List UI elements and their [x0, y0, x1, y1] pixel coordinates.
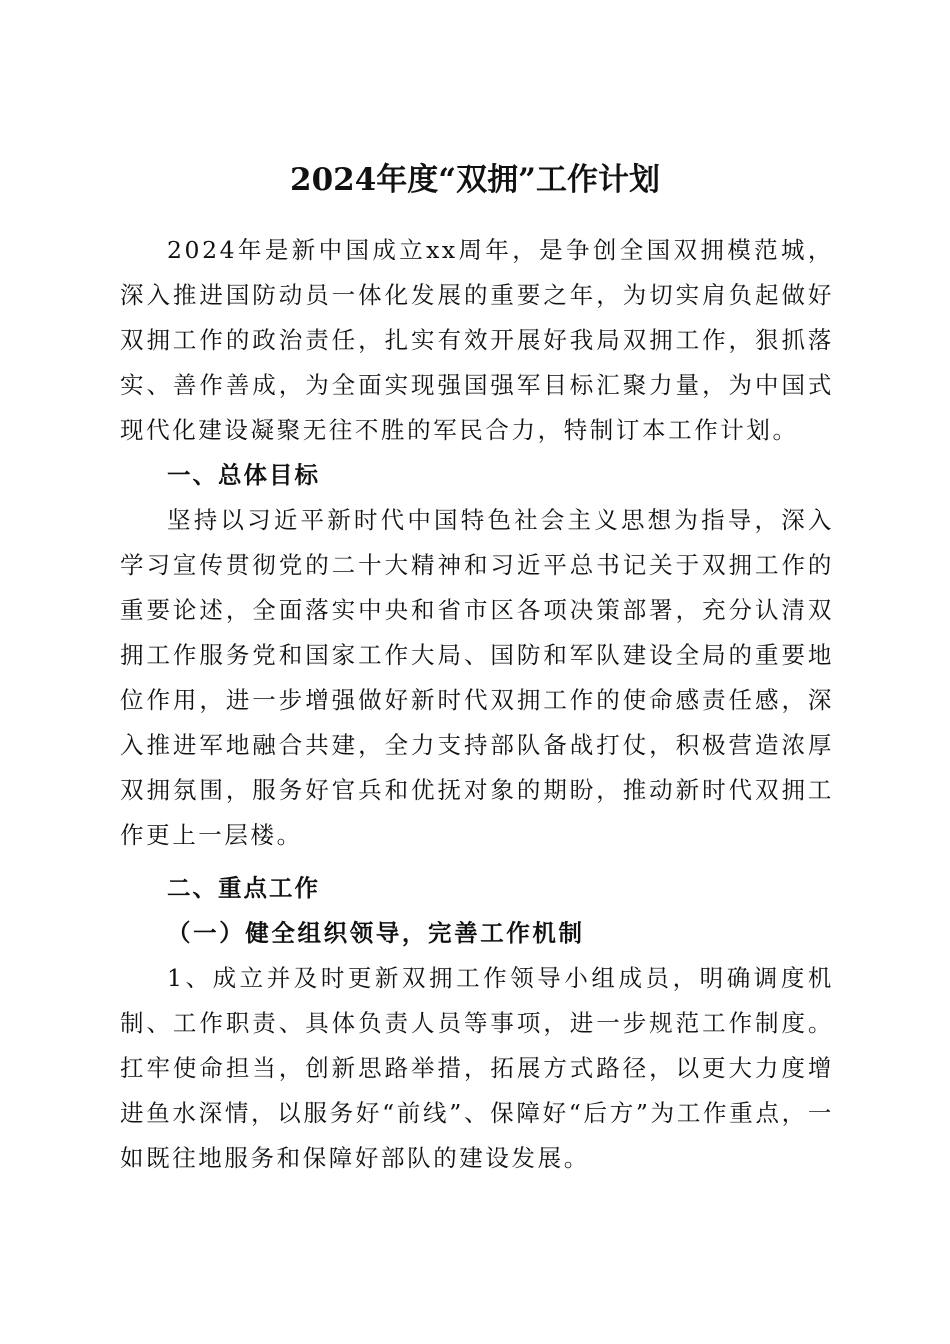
- section-heading-key-work: 二、重点工作: [167, 874, 320, 902]
- document-body: [120, 228, 834, 1181]
- document-title: 2024年度“双拥”工作计划: [290, 161, 660, 198]
- intro-paragraph: 2024年是新中国成立xx周年，是争创全国双拥模范城，深入推进国防动员一体化发展的重要之年，为切实肩负起做好双拥工作的政治责任，扎实有效开展好我局双拥工作，狠抓落实、善作善成，为全面实现强国强军目标汇聚力量，为中国式现代化建设凝聚无往不胜的军民合力，特制订本工作计划。: [120, 236, 834, 444]
- overall-goal-paragraph: 坚持以习近平新时代中国特色社会主义思想为指导，深入学习宣传贯彻党的二十大精神和习近平总书记关于双拥工作的重要论述，全面落实中央和省市区各项决策部署，充分认清双拥工作服务党和国家工作大局、国防和军队建设全局的重要地位作用，进一步增强做好新时代双拥工作的使命感责任感，深入推进军地融合共建，全力支持部队备战打仗，积极营造浓厚双拥氛围，服务好官兵和优抚对象的期盼，推动新时代双拥工作更上一层楼。: [120, 506, 834, 849]
- subsection-heading-organization: （一）健全组织领导，完善工作机制: [167, 919, 585, 947]
- key-work-item-1: 1、成立并及时更新双拥工作领导小组成员，明确调度机制、工作职责、具体负责人员等事项，进一步规范工作制度。扛牢使命担当，创新思路举措，拓展方式路径，以更大力度增进鱼水深情，以服务好“前线”、保障好“后方”为工作重点，一如既往地服务和保障好部队的建设发展。: [120, 964, 834, 1172]
- spacer: [120, 858, 834, 866]
- section-heading-overall-goal: 一、总体目标: [167, 461, 320, 489]
